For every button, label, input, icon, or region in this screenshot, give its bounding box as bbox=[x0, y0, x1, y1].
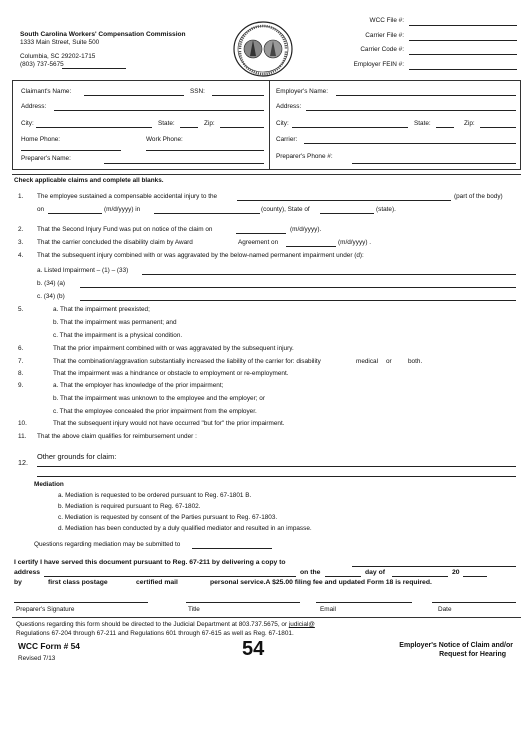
agency-street: 1333 Main Street, Suite 500 bbox=[20, 39, 100, 46]
item4-34b-label: c. (34) (b) bbox=[37, 293, 65, 300]
notice-date-field[interactable] bbox=[236, 233, 286, 234]
item5c-text: c. That the impairment is a physical condition. bbox=[53, 332, 183, 339]
claimant-zip-field[interactable] bbox=[220, 127, 264, 128]
judicial-email-link[interactable]: judicial@ bbox=[288, 621, 315, 628]
item4-listed-label: a. Listed Impairment – (1) – (33) bbox=[37, 267, 129, 274]
employer-city-label: City: bbox=[276, 120, 289, 127]
carrier-file-label: Carrier File #: bbox=[365, 32, 404, 39]
preparer-name-field[interactable] bbox=[104, 163, 264, 164]
certify-by: by bbox=[14, 579, 22, 586]
employer-fein-field[interactable] bbox=[409, 69, 517, 70]
mediation-b: b. Mediation is required pursuant to Reg. 67-1802. bbox=[58, 503, 201, 510]
footer-questions: Questions regarding this form should be directed to the Judicial Department at 803.737.5675, or judicial@ bbox=[16, 621, 315, 628]
item2-date-label: (m/d/yyyy). bbox=[290, 226, 322, 233]
item9b-text: b. That the impairment was unknown to the employee and the employer; or bbox=[53, 395, 265, 402]
served-address-field[interactable] bbox=[44, 576, 296, 577]
mediation-d: d. Mediation has been conducted by a duly qualified mediator and resulted in an impasse. bbox=[58, 525, 312, 532]
certify-day-of: day of bbox=[365, 569, 386, 576]
item7-text: That the combination/aggravation substantially increased the liability of the carrier for: disability bbox=[53, 358, 321, 365]
item4-text: That the subsequent injury combined with or was aggravated by the below-named permanent impairment under (d): bbox=[37, 252, 364, 259]
item7-medical-label: medical bbox=[356, 358, 379, 365]
item7-both-label: both. bbox=[408, 358, 423, 365]
employer-state-field[interactable] bbox=[436, 127, 454, 128]
form-title-line1: Employer's Notice of Claim and/or bbox=[399, 642, 513, 649]
claimant-state-field[interactable] bbox=[180, 127, 198, 128]
county-field[interactable] bbox=[154, 213, 260, 214]
employer-zip-field[interactable] bbox=[480, 127, 516, 128]
item11-text: That the above claim qualifies for reimbursement under : bbox=[37, 433, 197, 440]
carrier-code-field[interactable] bbox=[409, 54, 517, 55]
item1-date-label: (m/d/yyyy) in bbox=[104, 206, 141, 213]
item-number: 3. bbox=[18, 239, 24, 246]
certify-year: 20 bbox=[452, 569, 460, 576]
title-field[interactable] bbox=[186, 602, 300, 603]
item-number: 11. bbox=[18, 433, 27, 440]
work-phone-field[interactable] bbox=[146, 150, 264, 151]
email-label: Email bbox=[320, 606, 336, 613]
item-number: 1. bbox=[18, 193, 24, 200]
claimant-state-label: State: bbox=[158, 120, 175, 127]
mediation-contact-field[interactable] bbox=[192, 548, 272, 549]
mediation-c: c. Mediation is requested by consent of the Parties pursuant to Reg. 67-1803. bbox=[58, 514, 278, 521]
item-number: 9. bbox=[18, 382, 24, 389]
body-part-field[interactable] bbox=[237, 200, 451, 201]
first-class-option[interactable]: first class postage bbox=[48, 579, 108, 586]
claims-heading: Check applicable claims and complete all blanks. bbox=[14, 177, 164, 184]
date-field[interactable] bbox=[432, 602, 516, 603]
form-big-number: 54 bbox=[242, 638, 265, 660]
other-grounds-field-2[interactable] bbox=[37, 476, 516, 477]
item3-text: That the carrier concluded the disability claim by Award bbox=[37, 239, 193, 246]
agency-city: Columbia, SC 29202-1715 bbox=[20, 53, 96, 60]
preparer-phone-label: Preparer's Phone #: bbox=[276, 153, 333, 160]
item3-date-label: (m/d/yyyy) . bbox=[338, 239, 372, 246]
carrier-code-label: Carrier Code #: bbox=[360, 46, 404, 53]
employer-city-field[interactable] bbox=[292, 127, 408, 128]
personal-service-option[interactable]: personal service.A $25.00 filing fee and updated Form 18 is required. bbox=[210, 579, 432, 586]
item7-or-label: or bbox=[386, 358, 392, 365]
claimant-city-field[interactable] bbox=[36, 127, 152, 128]
award-date-field[interactable] bbox=[286, 246, 336, 247]
injury-date-field[interactable] bbox=[48, 213, 102, 214]
employer-name-label: Employer's Name: bbox=[276, 88, 329, 95]
wcc-file-label: WCC File #: bbox=[369, 17, 404, 24]
item5b-text: b. That the impairment was permanent; and bbox=[53, 319, 177, 326]
item9c-text: c. That the employee concealed the prior impairment from the employer. bbox=[53, 408, 257, 415]
mediation-title: Mediation bbox=[34, 481, 64, 488]
impairment-34b-field[interactable] bbox=[80, 300, 516, 301]
item9a-text: a. That the employer has knowledge of the prior impairment; bbox=[53, 382, 224, 389]
mediation-questions: Questions regarding mediation may be submitted to bbox=[34, 541, 181, 548]
title-label: Title bbox=[188, 606, 200, 613]
item-number: 4. bbox=[18, 252, 24, 259]
claimant-name-label: Claimant's Name: bbox=[21, 88, 72, 95]
footer-rule bbox=[12, 617, 521, 618]
work-phone-label: Work Phone: bbox=[146, 136, 183, 143]
agency-phone: (803) 737-5675 bbox=[20, 61, 64, 68]
claimant-address-label: Address: bbox=[21, 103, 47, 110]
parties-divider bbox=[269, 80, 270, 170]
listed-impairment-field[interactable] bbox=[142, 274, 516, 275]
certify-line1: I certify I have served this document pursuant to Reg. 67-211 by delivering a copy to bbox=[14, 559, 286, 566]
home-phone-field[interactable] bbox=[21, 150, 121, 151]
served-month-field[interactable] bbox=[392, 576, 448, 577]
ssn-label: SSN: bbox=[190, 88, 205, 95]
served-party-field[interactable] bbox=[352, 566, 516, 567]
item-number: 6. bbox=[18, 345, 24, 352]
item5a-text: a. That the impairment preexisted; bbox=[53, 306, 150, 313]
date-label: Date bbox=[438, 606, 452, 613]
form-number: WCC Form # 54 bbox=[18, 641, 80, 651]
employer-zip-label: Zip: bbox=[464, 120, 475, 127]
item3-agreement-label: Agreement on bbox=[238, 239, 279, 246]
claimant-address-field[interactable] bbox=[54, 110, 264, 111]
header-blank-line bbox=[62, 68, 126, 69]
item-number: 12. bbox=[18, 458, 28, 467]
claimant-city-label: City: bbox=[21, 120, 34, 127]
certify-address-label: address bbox=[14, 569, 41, 576]
served-year-field[interactable] bbox=[463, 576, 487, 577]
item1-state-label: (state). bbox=[376, 206, 396, 213]
state-field[interactable] bbox=[320, 213, 374, 214]
item1-on-label: on bbox=[37, 206, 45, 213]
item-number: 8. bbox=[18, 370, 24, 377]
item-number: 2. bbox=[18, 226, 24, 233]
carrier-file-field[interactable] bbox=[409, 40, 517, 41]
preparer-signature-field[interactable] bbox=[14, 602, 148, 603]
item-number: 10. bbox=[18, 420, 27, 427]
mediation-a: a. Mediation is requested to be ordered pursuant to Reg. 67-1801 B. bbox=[58, 492, 252, 499]
claims-top-rule bbox=[12, 174, 521, 175]
employer-address-field[interactable] bbox=[306, 110, 516, 111]
other-grounds-field-1[interactable] bbox=[37, 466, 516, 467]
item10-text: That the subsequent injury would not have occurred "but for" the prior impairment. bbox=[53, 420, 285, 427]
item8-text: That the impairment was a hindrance or obstacle to employment or re-employment. bbox=[53, 370, 289, 377]
certify-on-the: on the bbox=[300, 569, 321, 576]
ssn-field[interactable] bbox=[212, 95, 264, 96]
form-revised: Revised 7/13 bbox=[18, 655, 56, 662]
email-field[interactable] bbox=[316, 602, 412, 603]
item6-text: That the prior impairment combined with or was aggravated by the subsequent injury. bbox=[53, 345, 294, 352]
certified-mail-option[interactable]: certified mail bbox=[136, 579, 178, 586]
item1-county-label: (county), State of bbox=[261, 206, 310, 213]
carrier-label: Carrier: bbox=[276, 136, 298, 143]
item-number: 7. bbox=[18, 358, 24, 365]
item12-text: Other grounds for claim: bbox=[37, 452, 117, 461]
wcc-file-field[interactable] bbox=[409, 25, 517, 26]
employer-state-label: State: bbox=[414, 120, 431, 127]
item4-34a-label: b. (34) (a) bbox=[37, 280, 66, 287]
carrier-field[interactable] bbox=[304, 143, 516, 144]
employer-address-label: Address: bbox=[276, 103, 302, 110]
footer-regulations: Regulations 67-204 through 67-211 and Regulations 601 through 67-615 as well as Reg. 67-1801. bbox=[16, 630, 294, 637]
parties-box bbox=[12, 80, 521, 170]
item1-text: The employee sustained a compensable accidental injury to the bbox=[37, 193, 218, 200]
state-seal-icon bbox=[232, 20, 294, 78]
employer-fein-label: Employer FEIN #: bbox=[353, 61, 404, 68]
preparer-signature-label: Preparer's Signature bbox=[16, 606, 75, 613]
home-phone-label: Home Phone: bbox=[21, 136, 61, 143]
claimant-zip-label: Zip: bbox=[204, 120, 215, 127]
employer-name-field[interactable] bbox=[336, 95, 516, 96]
preparer-name-label: Preparer's Name: bbox=[21, 155, 71, 162]
form-title-line2: Request for Hearing bbox=[439, 651, 506, 658]
claimant-name-field[interactable] bbox=[84, 95, 184, 96]
item-number: 5. bbox=[18, 306, 24, 313]
item2-text: That the Second Injury Fund was put on notice of the claim on bbox=[37, 226, 213, 233]
agency-name: South Carolina Workers' Compensation Commission bbox=[20, 31, 186, 38]
impairment-34a-field[interactable] bbox=[80, 287, 516, 288]
item1-body-label: (part of the body) bbox=[454, 193, 503, 200]
preparer-phone-field[interactable] bbox=[352, 163, 516, 164]
served-day-field[interactable] bbox=[325, 576, 361, 577]
